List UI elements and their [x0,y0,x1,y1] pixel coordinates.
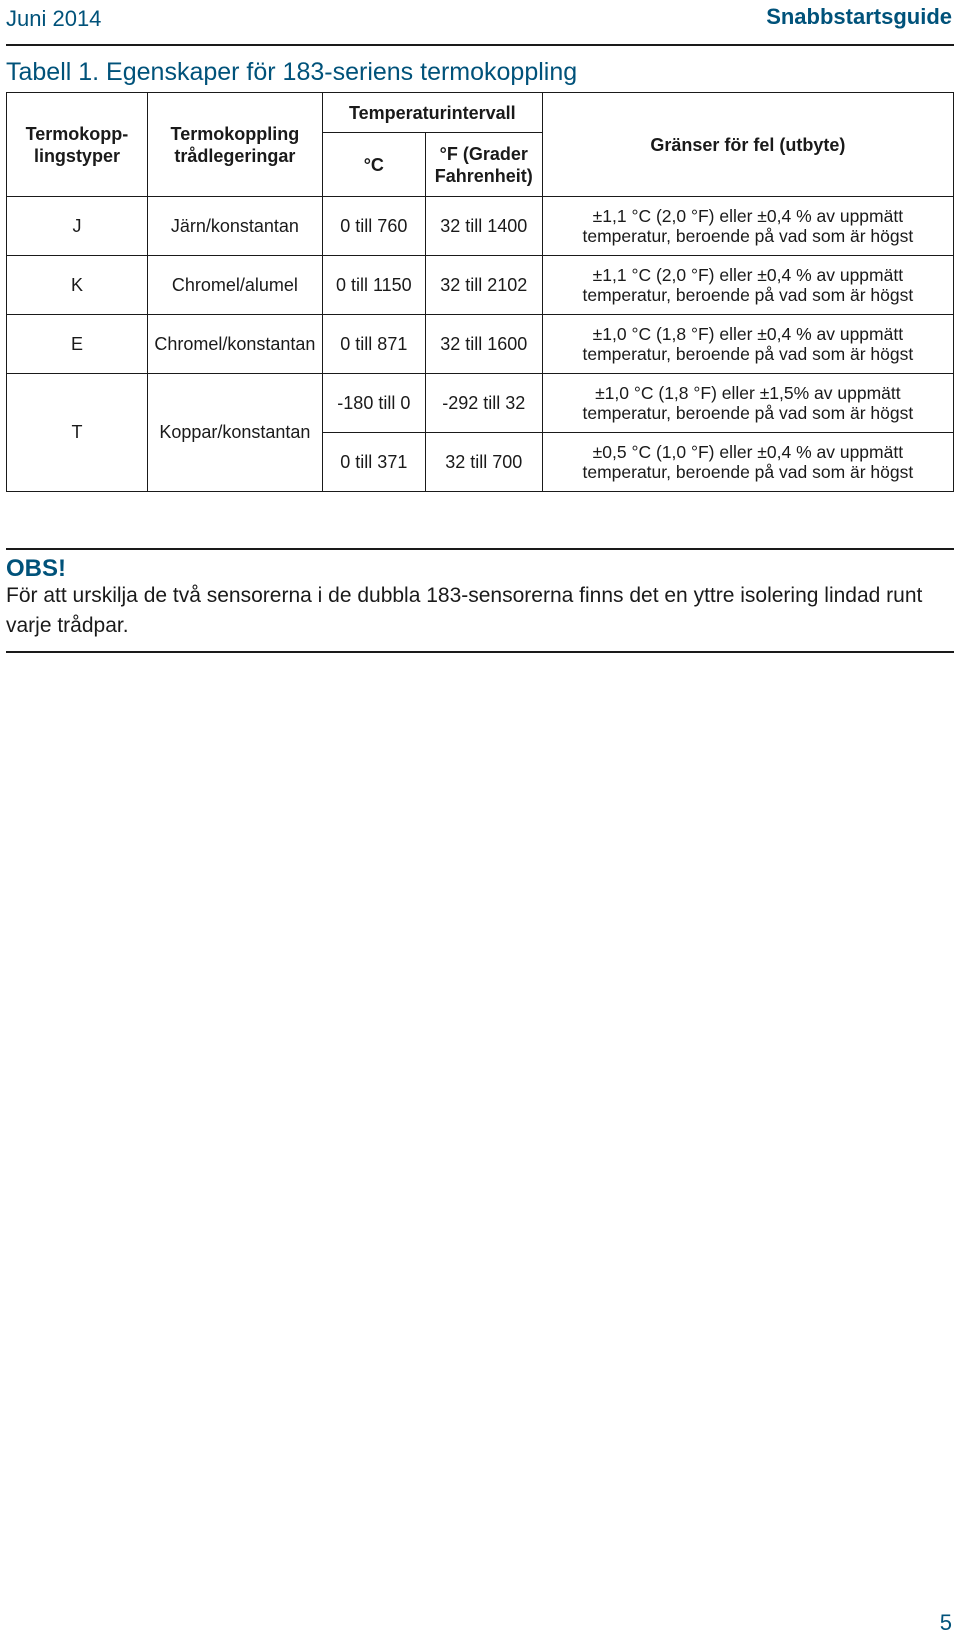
cell-error: ±0,5 °C (1,0 °F) eller ±0,4 % av uppmätt temperatur, beroende på vad som är högst [542,433,953,492]
header-alloys: Termokoppling trådlegeringar [147,93,322,197]
cell-error: ±1,0 °C (1,8 °F) eller ±1,5% av uppmätt temperatur, beroende på vad som är högst [542,374,953,433]
cell-fahrenheit: 32 till 1600 [425,315,542,374]
cell-fahrenheit: 32 till 2102 [425,256,542,315]
table-row [7,197,954,256]
note-bottom-divider [6,651,954,653]
cell-alloy: Koppar/konstantan [147,374,322,492]
cell-fahrenheit: 32 till 700 [425,433,542,492]
cell-type: K [7,256,148,315]
header-fahrenheit: °F (Grader Fahrenheit) [425,133,542,197]
note-top-divider [6,548,954,550]
header-types: Termokopp- lingstyper [7,93,148,197]
table-title: Tabell 1. Egenskaper för 183-seriens termokoppling [6,58,578,86]
table-row [7,256,954,315]
header-limits: Gränser för fel (utbyte) [542,93,953,197]
cell-celsius: 0 till 760 [322,197,425,256]
cell-celsius: -180 till 0 [322,374,425,433]
cell-alloy: Järn/konstantan [147,197,322,256]
document-date: Juni 2014 [6,6,102,31]
cell-type: E [7,315,148,374]
header-celsius: °C [322,133,425,197]
header-range: Temperaturintervall [322,93,542,133]
cell-type: J [7,197,148,256]
cell-error: ±1,1 °C (2,0 °F) eller ±0,4 % av uppmätt temperatur, beroende på vad som är högst [542,256,953,315]
thermocouple-table [6,92,954,492]
note-text: För att urskilja de två sensorerna i de dubbla 183-sensorerna finns det en yttre isolering lindad runt varje trådpar. [6,584,923,637]
cell-fahrenheit: 32 till 1400 [425,197,542,256]
cell-error: ±1,1 °C (2,0 °F) eller ±0,4 % av uppmätt temperatur, beroende på vad som är högst [542,197,953,256]
document-guide-title: Snabbstartsguide [766,4,952,29]
cell-celsius: 0 till 371 [322,433,425,492]
cell-celsius: 0 till 1150 [322,256,425,315]
cell-type: T [7,374,148,492]
note-title: OBS! [6,555,66,582]
table-row [7,374,954,433]
table-row [7,315,954,374]
header-divider [6,44,954,46]
cell-celsius: 0 till 871 [322,315,425,374]
cell-fahrenheit: -292 till 32 [425,374,542,433]
cell-alloy: Chromel/alumel [147,256,322,315]
cell-alloy: Chromel/konstantan [147,315,322,374]
page-number: 5 [939,1610,952,1635]
cell-error: ±1,0 °C (1,8 °F) eller ±0,4 % av uppmätt temperatur, beroende på vad som är högst [542,315,953,374]
